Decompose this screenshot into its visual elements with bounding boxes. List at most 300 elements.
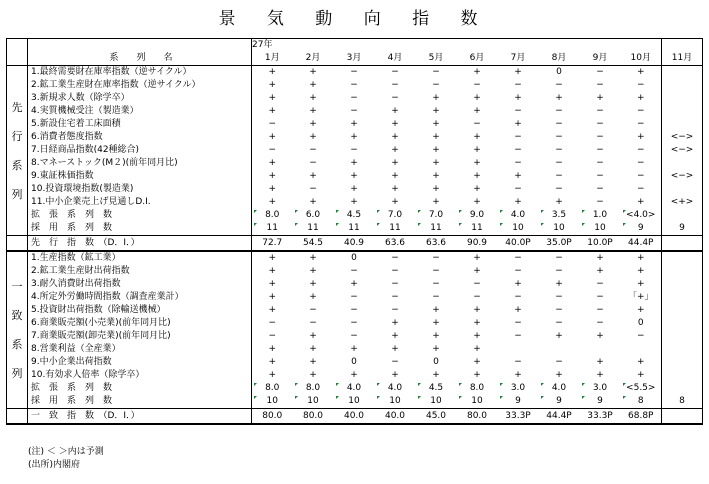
di-value-cell: 63.6: [375, 236, 416, 252]
value-cell: +: [432, 106, 440, 116]
value-cell: [662, 118, 703, 131]
expanded-count-cell: 8.0: [293, 382, 334, 395]
value-cell: +: [309, 370, 317, 380]
adopted-count-cell: 11: [252, 222, 293, 236]
adopted-count-label: 採 用 系 列 数: [28, 395, 252, 409]
value-cell: +: [457, 251, 498, 265]
value-cell: −: [514, 106, 522, 116]
value-cell: −: [309, 305, 317, 315]
value-cell: −: [596, 305, 604, 315]
value-cell: 「+」: [627, 292, 654, 302]
series-name: 10.投資環境指数(製造業): [28, 183, 252, 196]
value-cell: +: [596, 357, 604, 367]
expanded-count-cell: 4.0: [498, 209, 539, 222]
value-cell: +: [473, 184, 481, 194]
value-cell: +: [432, 158, 440, 168]
value-cell: +: [432, 197, 440, 207]
value-cell: −: [514, 132, 522, 142]
value-cell: −: [636, 331, 645, 341]
value-cell: +: [636, 266, 645, 276]
series-name: 6.消費者態度指数: [28, 131, 252, 144]
series-name: 8.マネーストック(M２)(前年同月比): [28, 157, 252, 170]
month-header: 8月: [539, 52, 580, 66]
value-cell: [662, 92, 703, 105]
value-cell: +: [514, 171, 522, 181]
value-cell: +: [309, 197, 317, 207]
month-header: 11月: [662, 39, 703, 66]
value-cell: −: [514, 292, 522, 302]
note-source: (出所)内閣府: [28, 460, 81, 470]
adopted-count-cell: 11: [457, 222, 498, 236]
value-cell: +: [636, 370, 645, 380]
adopted-count-cell: 8: [621, 395, 662, 409]
adopted-count-cell: 10: [539, 222, 580, 236]
expanded-count-cell: 4.0: [375, 382, 416, 395]
business-conditions-table: [6, 38, 703, 425]
value-cell: +: [473, 197, 481, 207]
series-name: 6.商業販売額(小売業)(前年同月比): [28, 317, 252, 330]
month-header: 10月: [621, 52, 662, 66]
value-cell: +: [432, 370, 440, 380]
value-cell: −: [596, 119, 604, 129]
value-cell: −: [391, 305, 399, 315]
value-cell: +: [580, 251, 621, 265]
adopted-count-cell: 9: [580, 395, 621, 409]
value-cell: +: [473, 370, 481, 380]
value-cell: [662, 157, 703, 170]
value-cell: +: [391, 106, 399, 116]
value-cell: −: [375, 251, 416, 265]
value-cell: −: [636, 145, 645, 155]
value-cell: +: [473, 93, 481, 103]
value-cell: +: [391, 171, 399, 181]
value-cell: +: [555, 197, 563, 207]
series-name: 1.最終需要財在庫率指数（逆サイクル）: [28, 66, 252, 80]
adopted-count-cell: 11: [375, 222, 416, 236]
value-cell: +: [514, 305, 522, 315]
adopted-count-cell: 10: [293, 395, 334, 409]
value-cell: −: [555, 266, 563, 276]
value-cell: +: [268, 370, 277, 380]
adopted-count-cell: 8: [662, 395, 703, 409]
di-value-cell: 35.0P: [539, 236, 580, 252]
value-cell: −: [268, 331, 277, 341]
value-cell: +: [514, 93, 522, 103]
month-header: 5月: [416, 52, 457, 66]
notes: [28, 446, 104, 472]
value-cell: +: [596, 331, 604, 341]
adopted-count-cell: 11: [293, 222, 334, 236]
value-cell: +: [391, 197, 399, 207]
value-cell: −: [555, 119, 563, 129]
value-cell: +: [636, 357, 645, 367]
expanded-count-cell: 1.0: [580, 209, 621, 222]
value-cell: +: [473, 357, 481, 367]
value-cell: [498, 343, 539, 356]
value-cell: +: [309, 292, 317, 302]
month-header: 1月: [252, 52, 293, 66]
value-cell: +: [309, 357, 317, 367]
value-cell: +: [268, 344, 277, 354]
value-cell: −: [309, 145, 317, 155]
value-cell: −: [391, 357, 399, 367]
value-cell: +: [432, 184, 440, 194]
expanded-count-cell: <5.5>: [621, 382, 662, 395]
value-cell: +: [621, 251, 662, 265]
value-cell: −: [514, 80, 522, 90]
month-header: 7月: [498, 52, 539, 66]
value-cell: +: [309, 93, 317, 103]
series-name: 3.新規求人数（除学卒）: [28, 92, 252, 105]
value-cell: −: [391, 93, 399, 103]
group-char: 先: [11, 100, 23, 114]
value-cell: −: [432, 80, 440, 90]
group-char: 一: [11, 280, 23, 293]
value-cell: +: [473, 331, 481, 341]
group-char: 系: [11, 338, 23, 351]
expanded-count-cell: 6.0: [293, 209, 334, 222]
di-value-cell: 10.0P: [580, 236, 621, 252]
adopted-count-cell: 9: [539, 395, 580, 409]
leading-group-label: [7, 66, 28, 236]
value-cell: +: [514, 279, 522, 289]
value-cell: +: [309, 279, 317, 289]
value-cell: [662, 265, 703, 278]
value-cell: −: [514, 318, 522, 328]
value-cell: −: [473, 80, 481, 90]
value-cell: +: [268, 292, 277, 302]
value-cell: +: [473, 344, 481, 354]
value-cell: 0: [433, 357, 439, 367]
value-cell: −: [432, 279, 440, 289]
value-cell: <−>: [662, 131, 703, 144]
value-cell: <−>: [662, 170, 703, 183]
value-cell: −: [555, 80, 563, 90]
di-value-cell: 40.9: [334, 236, 375, 252]
month-header: 2月: [293, 52, 334, 66]
coincident-di-label: 一 致 指 数 （D．I．）: [28, 409, 252, 425]
value-cell: −: [432, 292, 440, 302]
value-cell: −: [636, 106, 645, 116]
expanded-count-label: 拡 張 系 列 数: [28, 209, 252, 222]
value-cell: [662, 317, 703, 330]
series-name: 5.新設住宅着工床面積: [28, 118, 252, 131]
expanded-count-cell: 4.5: [416, 382, 457, 395]
value-cell: −: [555, 145, 563, 155]
page-title: 景 気 動 向 指 数: [218, 9, 491, 29]
value-cell: −: [309, 184, 317, 194]
group-char: 致: [11, 309, 23, 322]
value-cell: [662, 291, 703, 304]
value-cell: −: [268, 119, 277, 129]
expanded-count-cell: 7.0: [375, 209, 416, 222]
di-value-cell: 33.3P: [498, 409, 539, 425]
series-name: 9.東証株価指数: [28, 170, 252, 183]
value-cell: +: [555, 279, 563, 289]
value-cell: −: [334, 66, 375, 80]
month-header: 6月: [457, 52, 498, 66]
value-cell: −: [350, 106, 358, 116]
value-cell: −: [514, 145, 522, 155]
value-cell: +: [432, 171, 440, 181]
value-cell: +: [309, 344, 317, 354]
value-cell: +: [391, 318, 399, 328]
value-cell: −: [309, 158, 317, 168]
series-name: 11.中小企業売上げ見通しD.I.: [28, 196, 252, 209]
value-cell: −: [432, 266, 440, 276]
value-cell: −: [350, 266, 358, 276]
di-value-cell: 80.0: [293, 409, 334, 425]
value-cell: +: [391, 119, 399, 129]
expanded-count-cell: 3.0: [580, 382, 621, 395]
value-cell: −: [473, 279, 481, 289]
value-cell: −: [636, 80, 645, 90]
value-cell: +: [268, 171, 277, 181]
month-header: 3月: [334, 52, 375, 66]
adopted-count-cell: 10: [375, 395, 416, 409]
expanded-count-cell: 4.0: [539, 382, 580, 395]
expanded-count-cell: 9.0: [457, 209, 498, 222]
adopted-count-cell: 9: [621, 222, 662, 236]
value-cell: +: [309, 119, 317, 129]
value-cell: −: [514, 266, 522, 276]
adopted-count-cell: 11: [334, 222, 375, 236]
value-cell: −: [514, 357, 522, 367]
value-cell: −: [498, 251, 539, 265]
series-name: 8.営業利益（全産業）: [28, 343, 252, 356]
value-cell: +: [432, 93, 440, 103]
value-cell: +: [309, 132, 317, 142]
di-value-cell: 40.0: [375, 409, 416, 425]
adopted-count-cell: 10: [252, 395, 293, 409]
value-cell: +: [473, 171, 481, 181]
value-cell: +: [457, 66, 498, 80]
value-cell: −: [596, 145, 604, 155]
value-cell: +: [268, 305, 277, 315]
value-cell: −: [636, 171, 645, 181]
series-name: 10.有効求人倍率（除学卒）: [28, 369, 252, 382]
summary-corner: [7, 236, 28, 252]
value-cell: +: [309, 106, 317, 116]
value-cell: +: [498, 66, 539, 80]
value-cell: −: [473, 292, 481, 302]
di-value-cell: [662, 409, 703, 425]
di-value-cell: 40.0: [334, 409, 375, 425]
value-cell: +: [473, 318, 481, 328]
value-cell: +: [268, 93, 277, 103]
value-cell: +: [350, 158, 358, 168]
group-char: 列: [11, 187, 23, 201]
value-cell: −: [596, 197, 604, 207]
value-cell: −: [580, 66, 621, 80]
value-cell: +: [293, 251, 334, 265]
value-cell: −: [350, 93, 358, 103]
value-cell: 0: [351, 357, 357, 367]
value-cell: −: [555, 318, 563, 328]
value-cell: −: [636, 119, 645, 129]
value-cell: −: [539, 251, 580, 265]
value-cell: −: [596, 158, 604, 168]
expanded-count-cell: 4.0: [334, 382, 375, 395]
series-name: 7.日経商品指数(42種総合): [28, 144, 252, 157]
value-cell: −: [555, 305, 563, 315]
expanded-count-cell: 8.0: [252, 382, 293, 395]
value-cell: −: [555, 171, 563, 181]
value-cell: +: [596, 370, 604, 380]
value-cell: −: [596, 80, 604, 90]
di-value-cell: 44.4P: [539, 409, 580, 425]
value-cell: +: [473, 106, 481, 116]
expanded-count-label: 拡 張 系 列 数: [28, 382, 252, 395]
di-value-cell: 68.8P: [621, 409, 662, 425]
di-value-cell: 33.3P: [580, 409, 621, 425]
di-value-cell: 63.6: [416, 236, 457, 252]
value-cell: −: [391, 266, 399, 276]
value-cell: +: [636, 93, 645, 103]
value-cell: +: [514, 370, 522, 380]
value-cell: [662, 330, 703, 343]
value-cell: 0: [637, 318, 644, 328]
value-cell: +: [514, 197, 522, 207]
value-cell: −: [555, 184, 563, 194]
value-cell: −: [350, 145, 358, 155]
series-name: 3.耐久消費財出荷指数: [28, 278, 252, 291]
value-cell: +: [309, 171, 317, 181]
value-cell: +: [391, 132, 399, 142]
value-cell: +: [432, 331, 440, 341]
value-cell: [662, 105, 703, 118]
group-char: 系: [11, 158, 23, 172]
value-cell: −: [555, 132, 563, 142]
di-value-cell: 44.4P: [621, 236, 662, 252]
di-value-cell: 72.7: [252, 236, 293, 252]
value-cell: −: [391, 292, 399, 302]
value-cell: <−>: [662, 144, 703, 157]
value-cell: −: [473, 119, 481, 129]
group-char: 列: [11, 367, 23, 380]
value-cell: +: [473, 266, 481, 276]
value-cell: +: [432, 145, 440, 155]
value-cell: [662, 79, 703, 92]
value-cell: +: [268, 80, 277, 90]
value-cell: −: [350, 305, 358, 315]
value-cell: +: [555, 331, 563, 341]
value-cell: +: [636, 132, 645, 142]
value-cell: +: [268, 357, 277, 367]
series-name: 4.所定外労働時間指数（調査産業計）: [28, 291, 252, 304]
di-value-cell: 40.0P: [498, 236, 539, 252]
value-cell: −: [350, 292, 358, 302]
value-cell: −: [391, 80, 399, 90]
value-cell: −: [596, 318, 604, 328]
value-cell: +: [350, 370, 358, 380]
value-cell: +: [555, 93, 563, 103]
value-cell: +: [350, 132, 358, 142]
value-cell: +: [432, 305, 440, 315]
header-corner: [7, 39, 28, 66]
value-cell: −: [555, 158, 563, 168]
month-header: 4月: [375, 52, 416, 66]
expanded-count-cell: 3.0: [498, 382, 539, 395]
series-name: 2.鉱工業生産財在庫率指数（逆サイクル）: [28, 79, 252, 92]
value-cell: +: [268, 279, 277, 289]
value-cell: +: [596, 93, 604, 103]
value-cell: +: [636, 279, 645, 289]
di-value-cell: 45.0: [416, 409, 457, 425]
value-cell: +: [350, 279, 358, 289]
value-cell: [662, 278, 703, 291]
adopted-count-cell: 11: [416, 222, 457, 236]
value-cell: −: [375, 66, 416, 80]
coincident-group-label: [7, 251, 28, 409]
value-cell: +: [391, 331, 399, 341]
value-cell: +: [432, 132, 440, 142]
summary-corner: [7, 409, 28, 425]
value-cell: −: [596, 184, 604, 194]
value-cell: −: [596, 132, 604, 142]
adopted-count-cell: 10: [334, 395, 375, 409]
expanded-count-cell: 8.0: [252, 209, 293, 222]
di-value-cell: 80.0: [252, 409, 293, 425]
value-cell: [662, 183, 703, 196]
series-name-header: 系 列 名: [28, 39, 252, 66]
expanded-count-cell: 7.0: [416, 209, 457, 222]
value-cell: −: [555, 106, 563, 116]
adopted-count-label: 採 用 系 列 数: [28, 222, 252, 236]
series-name: 7.商業販売額(卸売業)(前年同月比): [28, 330, 252, 343]
value-cell: +: [432, 344, 440, 354]
adopted-count-cell: 10: [416, 395, 457, 409]
value-cell: +: [309, 331, 317, 341]
year-label: 27年: [252, 39, 293, 53]
value-cell: +: [350, 171, 358, 181]
value-cell: +: [473, 132, 481, 142]
value-cell: −: [416, 66, 457, 80]
series-name: 9.中小企業出荷指数: [28, 356, 252, 369]
adopted-count-cell: 10: [498, 222, 539, 236]
value-cell: −: [350, 80, 358, 90]
value-cell: +: [268, 132, 277, 142]
value-cell: [662, 66, 703, 80]
value-cell: +: [391, 370, 399, 380]
adopted-count-cell: 10: [580, 222, 621, 236]
value-cell: +: [252, 66, 293, 80]
value-cell: +: [391, 158, 399, 168]
value-cell: [539, 343, 580, 356]
value-cell: −: [268, 318, 277, 328]
expanded-count-cell: [662, 382, 703, 395]
value-cell: 0: [334, 251, 375, 265]
value-cell: +: [350, 197, 358, 207]
value-cell: −: [596, 171, 604, 181]
value-cell: −: [268, 145, 277, 155]
value-cell: +: [268, 266, 277, 276]
value-cell: +: [391, 145, 399, 155]
adopted-count-cell: 9: [498, 395, 539, 409]
value-cell: −: [636, 158, 645, 168]
value-cell: +: [350, 119, 358, 129]
value-cell: [662, 304, 703, 317]
value-cell: [662, 343, 703, 356]
value-cell: −: [350, 331, 358, 341]
value-cell: +: [621, 66, 662, 80]
value-cell: −: [514, 158, 522, 168]
series-name: 1.生産指数（鉱工業）: [28, 251, 252, 265]
value-cell: <+>: [662, 196, 703, 209]
adopted-count-cell: 10: [457, 395, 498, 409]
value-cell: +: [514, 119, 522, 129]
value-cell: [662, 356, 703, 369]
